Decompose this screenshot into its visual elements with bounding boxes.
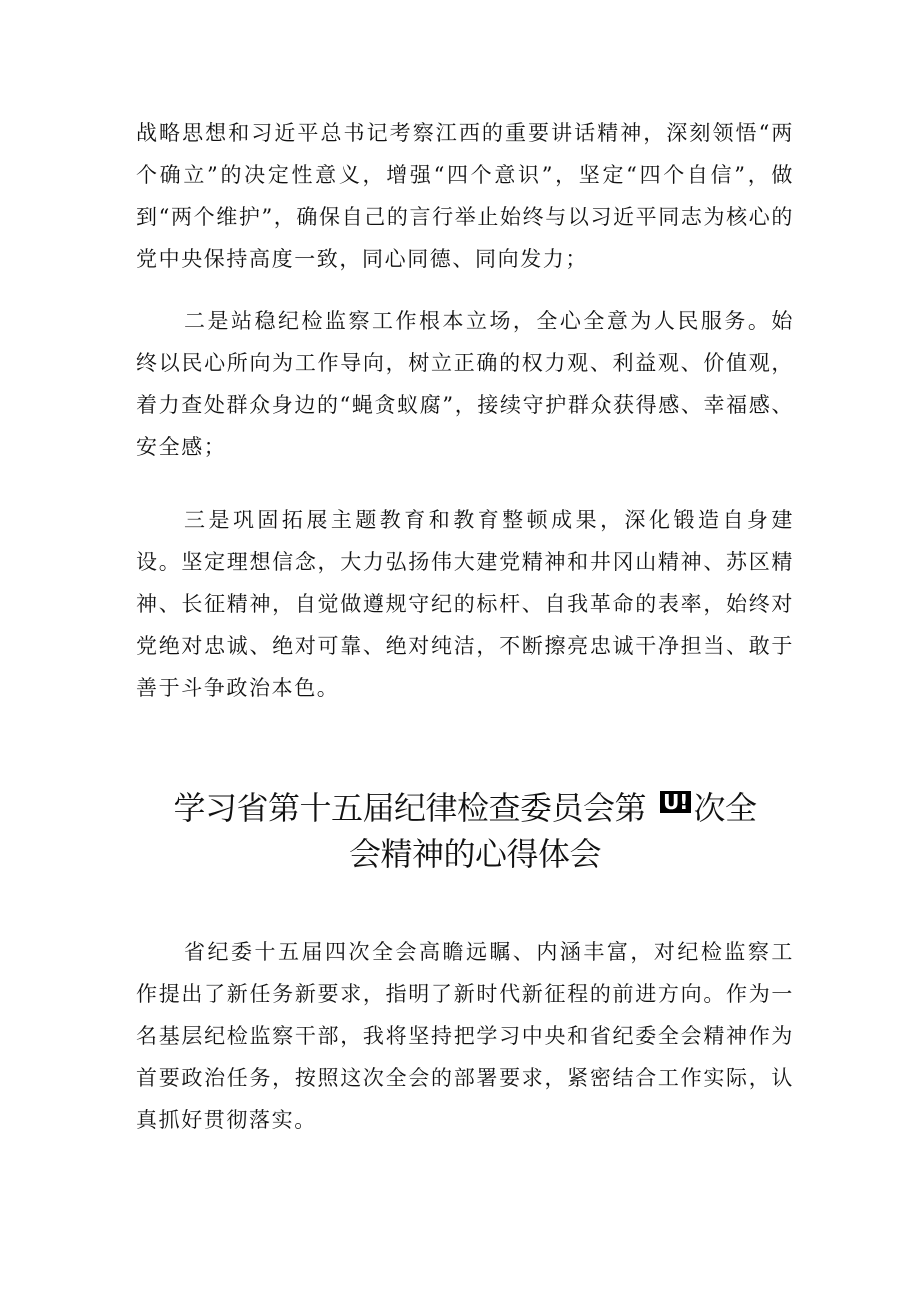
title-line-one bbox=[136, 785, 794, 831]
title-text-start: 学习省第十五届纪律检查委员会第 bbox=[173, 789, 647, 827]
paragraph-point-two: 二是站稳纪检监察工作根本立场，全心全意为人民服务。始终以民心所向为工作导向，树立正确的权力观、利益观、价值观，着力查处群众身边的“蝇贪蚁腐”，接续守护群众获得感、幸福感、安全感； bbox=[136, 309, 794, 459]
title-text-end: 次全 bbox=[693, 789, 757, 827]
paragraph-continuation: 战略思想和习近平总书记考察江西的重要讲话精神，深刻领悟“两个确立”的决定性意义，增强“四个意识”，坚定“四个自信”，做到“两个维护”，确保自己的言行举止始终与以习近平同志为核心的党中央保持高度一致，同心同德、同向发力； bbox=[136, 121, 794, 271]
paragraph-point-three: 三是巩固拓展主题教育和教育整顿成果，深化锻造自身建设。坚定理想信念，大力弘扬伟大建党精神和井冈山精神、苏区精神、长征精神，自觉做遵规守纪的标杆、自我革命的表率，始终对党绝对忠诚、绝对可靠、绝对纯洁，不断擦亮忠诚干净担当、敢于善于斗争政治本色。 bbox=[136, 508, 794, 700]
title-line-two: 会精神的心得体会 bbox=[348, 835, 601, 873]
title-glitch-mark: U! bbox=[660, 791, 691, 813]
paragraph-intro: 省纪委十五届四次全会高瞻远瞩、内涵丰富，对纪检监察工作提出了新任务新要求，指明了新时代新征程的前进方向。作为一名基层纪检监察干部，我将坚持把学习中央和省纪委全会精神作为首要政治任务，按照这次全会的部署要求，紧密结合工作实际，认真抓好贯彻落实。 bbox=[136, 940, 794, 1132]
article-title bbox=[136, 785, 794, 877]
